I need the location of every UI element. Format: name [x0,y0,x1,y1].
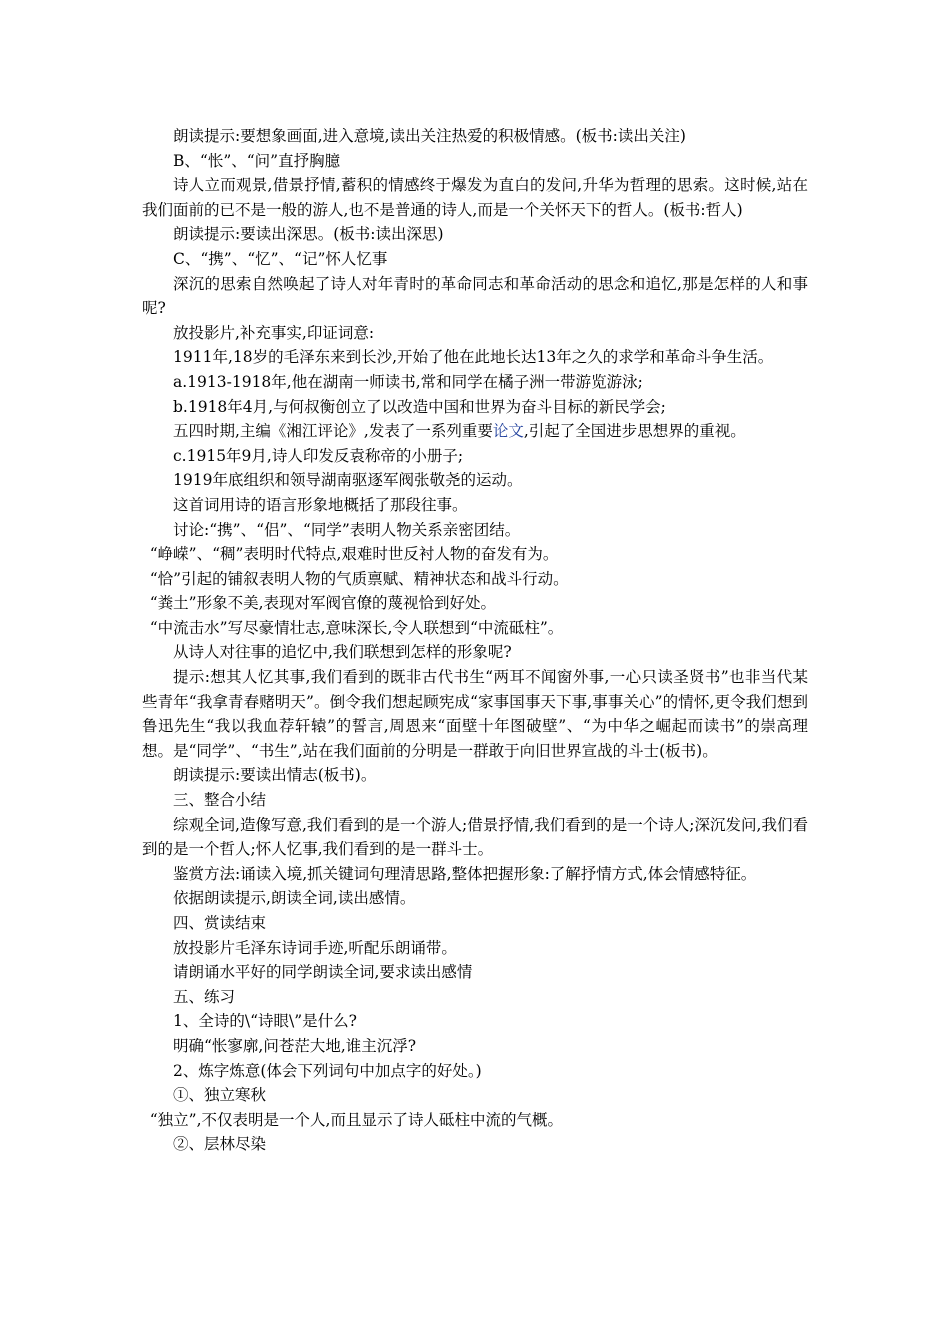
paragraph: c.1915年9月,诗人印发反袁称帝的小册子; [173,446,464,465]
paragraph: 1、全诗的\“诗眼\”是什么? [173,1012,357,1031]
paragraph: 朗读提示:要想象画面,进入意境,读出关注热爱的积极情感。(板书:读出关注) [173,127,686,145]
paragraph: 朗读提示:要读出深思。(板书:读出深思) [173,225,444,244]
paragraph-text: 五四时期,主编《湘江评论》,发表了一系列重要 [173,422,493,441]
paragraph: 1919年底组织和领导湖南驱逐军阀张敬尧的运动。 [173,471,523,490]
paragraph: 1911年,18岁的毛泽东来到长沙,开始了他在此地长达13年之久的求学和革命斗争生活。 [173,348,774,367]
paragraph: 讨论:“携”、“侣”、“同学”表明人物关系亲密团结。 [173,520,521,539]
paragraph [142,419,808,444]
paragraph: “峥嵘”、“稠”表明时代特点,艰难时世反衬人物的奋发有为。 [149,545,559,564]
paragraph: 提示:想其人忆其事,我们看到的既非古代书生“两耳不闻窗外事,一心只读圣贤书”也非当代某些青年“我拿青春赌明天”。倒令我们想起顾宪成“家事国事天下事,事事关心”的情怀,更令我们想到鲁迅先生“我以我血荐轩辕”的誓言,周恩来“面壁十年图破壁”、“为中华之崛起而读书”的崇高理想。是“同学”、“书生”,站在我们面前的分明是一群敢于向旧世界宣战的斗士(板书)。 [142,668,808,760]
paragraph-text: ,引起了全国进步思想界的重视。 [523,422,746,441]
paragraph: a.1913-1918年,他在湖南一师读书,常和同学在橘子洲一带游览游泳; [173,372,643,391]
paragraph: “粪土”形象不美,表现对军阀官僚的蔑视恰到好处。 [149,594,497,613]
paragraph: B、“怅”、“问”直抒胸臆 [173,151,341,170]
paragraph: ②、层林尽染 [173,1135,267,1154]
paragraph: 朗读提示:要读出情志(板书)。 [173,766,377,785]
paragraph: 综观全词,造像写意,我们看到的是一个游人;借景抒情,我们看到的是一个诗人;深沉发问,我们看到的是一个哲人;怀人忆事,我们看到的是一群斗士。 [142,815,808,859]
paragraph: 依据朗读提示,朗读全词,读出感情。 [173,889,416,908]
paragraph: 放投影片,补充事实,印证词意: [173,323,375,342]
paragraph: 从诗人对往事的追忆中,我们联想到怎样的形象呢? [173,643,512,662]
paragraph: 这首词用诗的语言形象地概括了那段往事。 [173,495,468,514]
paragraph: 请朗诵水平好的同学朗读全词,要求读出感情 [173,963,473,982]
paragraph: 五、练习 [173,987,236,1006]
paragraph: 诗人立而观景,借景抒情,蓄积的情感终于爆发为直白的发问,升华为哲理的思索。这时候,站在我们面前的已不是一般的游人,也不是普通的诗人,而是一个关怀天下的哲人。(板书:哲人) [142,176,808,219]
paragraph: ①、独立寒秋 [173,1086,267,1105]
paragraph: “恰”引起的铺叙表明人物的气质禀赋、精神状态和战斗行动。 [149,569,569,588]
paragraph: 深沉的思索自然唤起了诗人对年青时的革命同志和革命活动的思念和追忆,那是怎样的人和事呢? [142,274,808,318]
paragraph: 三、整合小结 [173,791,267,810]
paragraph: C、“携”、“忆”、“记”怀人忆事 [173,249,388,268]
paragraph: 鉴赏方法:诵读入境,抓关键词句理清思路,整体把握形象:了解抒情方式,体会情感特征。 [173,864,757,883]
paragraph: “中流击水”写尽豪情壮志,意味深长,令人联想到“中流砥柱”。 [149,618,564,637]
document-body [142,124,808,1157]
paragraph: “独立”,不仅表明是一个人,而且显示了诗人砥柱中流的气概。 [149,1110,563,1129]
paper-link[interactable]: 论文 [492,422,524,441]
paragraph: 2、炼字炼意(体会下列词句中加点字的好处。) [173,1061,482,1080]
paragraph: 放投影片毛泽东诗词手迹,听配乐朗诵带。 [173,938,457,957]
paragraph: 明确“怅寥廓,问苍茫大地,谁主沉浮? [173,1036,417,1055]
paragraph: b.1918年4月,与何叔衡创立了以改造中国和世界为奋斗目标的新民学会; [173,397,666,416]
paragraph: 四、赏读结束 [173,914,267,932]
